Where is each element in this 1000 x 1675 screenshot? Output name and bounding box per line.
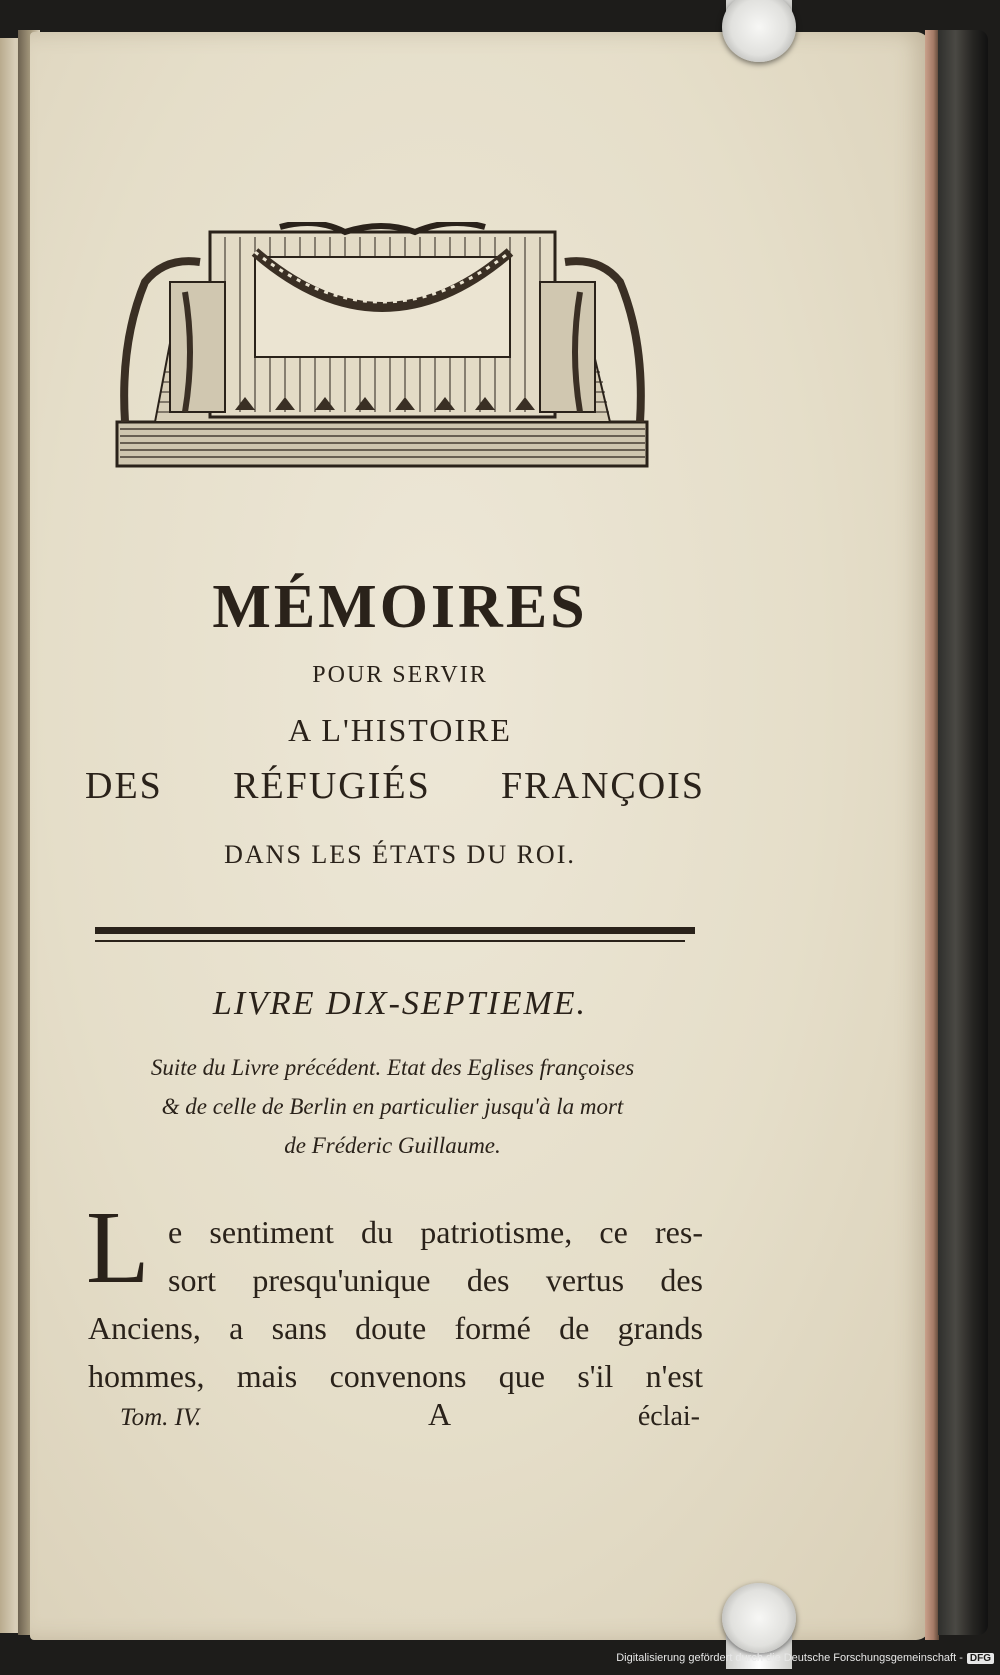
word: Anciens,	[88, 1310, 201, 1346]
word: res-	[655, 1214, 703, 1250]
word: sort	[168, 1262, 216, 1298]
credit-text: Digitalisierung gefördert durch die Deutsche Forschungsgemeinschaft -	[616, 1652, 963, 1664]
word: doute	[355, 1310, 427, 1346]
word: que	[498, 1358, 545, 1394]
word: patriotisme,	[420, 1214, 573, 1250]
body-line	[88, 1208, 703, 1256]
body-line	[88, 1352, 703, 1400]
title-word: FRANÇOIS	[501, 765, 705, 807]
word: s'il	[577, 1358, 614, 1394]
dfg-logo-icon: DFG	[967, 1653, 994, 1664]
body-line	[88, 1256, 703, 1304]
divider-rule-thin	[95, 940, 685, 942]
volume-number: Tom. IV.	[120, 1404, 202, 1431]
word: vertus	[545, 1262, 625, 1298]
word: a	[229, 1310, 244, 1346]
signature-mark: A	[428, 1396, 452, 1432]
title-refugies-line	[85, 764, 705, 808]
word: sentiment	[209, 1214, 334, 1250]
word: de	[559, 1310, 590, 1346]
word: convenons	[329, 1358, 467, 1394]
word: du	[361, 1214, 394, 1250]
word: ce	[599, 1214, 628, 1250]
summary-line: Suite du Livre précédent. Etat des Eglises françoises	[150, 1055, 635, 1080]
drop-cap: L	[86, 1190, 150, 1305]
digitization-credit	[616, 1652, 994, 1664]
book-cover-spine	[938, 30, 988, 1635]
word: e	[168, 1214, 183, 1250]
word: n'est	[645, 1358, 703, 1394]
summary-line: de Fréderic Guillaume.	[284, 1133, 501, 1158]
title-word: RÉFUGIÉS	[233, 765, 431, 807]
word: hommes,	[88, 1358, 205, 1394]
body-line	[88, 1304, 703, 1352]
word: grands	[617, 1310, 703, 1346]
book-heading: LIVRE DIX-SEPTIEME.	[212, 985, 588, 1022]
body-paragraph	[88, 1208, 703, 1400]
title-pour-servir: POUR SERVIR	[312, 662, 488, 688]
catchword: éclai-	[637, 1401, 700, 1432]
page-footer	[120, 1396, 700, 1433]
word: mais	[236, 1358, 298, 1394]
book-clip-bottom-icon	[722, 1583, 796, 1653]
word: presqu'unique	[252, 1262, 431, 1298]
summary-line: & de celle de Berlin en particulier jusqu'à la mort	[161, 1094, 624, 1119]
word: des	[660, 1262, 703, 1298]
book-summary	[85, 1048, 700, 1165]
word: des	[466, 1262, 510, 1298]
word: sans	[271, 1310, 327, 1346]
title-histoire: A L'HISTOIRE	[288, 712, 512, 748]
divider-rule-thick	[95, 927, 695, 934]
title-main: MÉMOIRES	[212, 573, 588, 641]
page-fore-edge	[925, 30, 939, 1640]
title-dans-les-etats: DANS LES ÉTATS DU ROI.	[224, 840, 576, 869]
word: formé	[454, 1310, 531, 1346]
funerary-monument-with-garlands-icon	[115, 222, 650, 472]
title-word: DES	[85, 765, 163, 807]
